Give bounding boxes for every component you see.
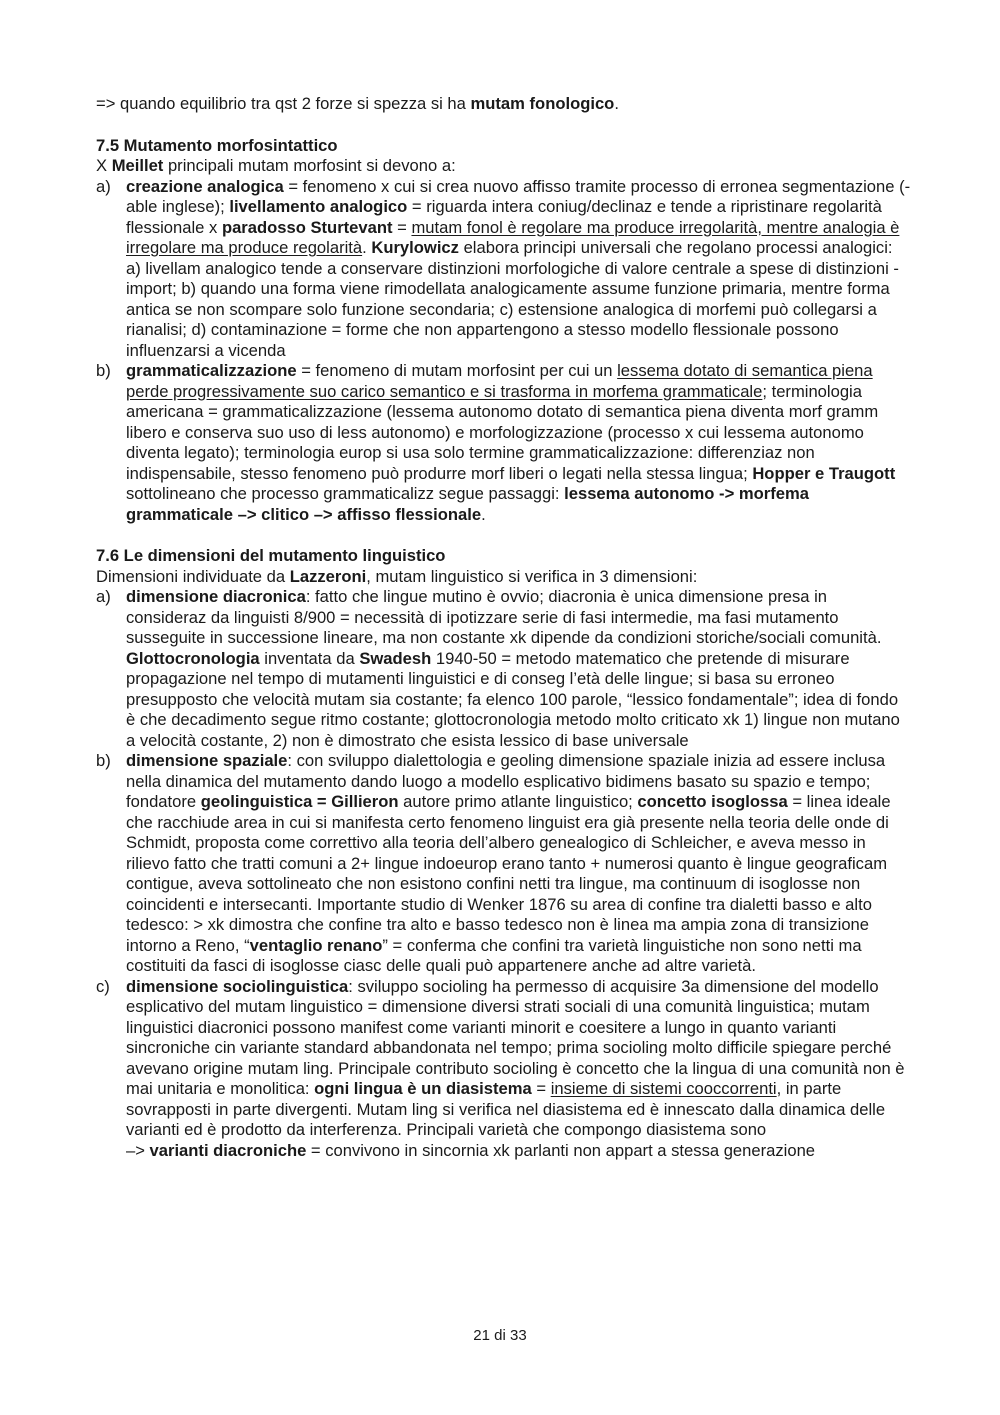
intro-bold-term: mutam fonologico: [470, 94, 615, 113]
text: autore primo atlante linguistico;: [398, 792, 638, 811]
text: : fatto che lingue mutino è ovvio; diacronia è unica dimensione presa in consideraz da linguisti 8/900 = necessità di ipotizzare serie di fasi intermedie, ma fasi mutamento susseguite in successione lineare, ma non costante xk dipende da condizioni storiche/sociali comunità.: [126, 587, 882, 647]
section-heading-7-5: 7.5 Mutamento morfosintattico: [96, 135, 338, 155]
lead-name: Lazzeroni: [289, 566, 367, 586]
document-page: [96, 94, 911, 1161]
intro-line: [96, 94, 911, 115]
term: Kurylowicz: [371, 238, 459, 257]
term: Swadesh: [359, 648, 432, 668]
term: concetto isoglossa: [637, 792, 788, 811]
term: dimensione spaziale: [126, 751, 288, 770]
intro-text: => quando equilibrio tra qst 2 forze si spezza si ha: [96, 94, 471, 113]
list-marker: c): [96, 976, 110, 996]
text: : con sviluppo dialettologia e geoling dimensione spaziale inizia ad essere inclusa nella dinamica del mutamento dando luogo a modello esplicativo bidimens basato su spazio e tempo; fondatore: [126, 751, 886, 811]
page-number: 21 di 33: [473, 1327, 527, 1344]
section-heading-7-6: 7.6 Le dimensioni del mutamento linguistico: [96, 546, 446, 565]
list-item-text: [126, 361, 911, 525]
sub-item-varianti-diacroniche: [96, 1141, 911, 1162]
text: .: [362, 238, 372, 257]
section-lead-7-5: [96, 156, 911, 177]
term: varianti diacroniche: [149, 1140, 307, 1160]
list-item-7-5-b: [96, 361, 911, 525]
text: : sviluppo socioling ha permesso di acquisire 3a dimensione del modello esplicativo del mutam linguistico = dimensione diversi strati sociali di una comunità linguistica; mutam linguistici diacronici possono manifest come varianti minorit e coesitere a lungo in quanto varianti sincroniche cin variante standard abbandonata nel tempo; prima socioling molto difficile spiegare perché avevano origine mutam ling. Principale contributo socioling è concetto che la lingua di una comunità non è mai unitaria e monolitica:: [126, 976, 905, 1098]
lead-text: Dimensioni individuate da: [96, 566, 290, 586]
term: grammaticalizzazione: [126, 361, 297, 380]
text: ” = conferma che confini tra varietà linguistiche non sono netti ma costituiti da fasci di isoglosse ciasc delle quali può appartenere anche ad altre varietà.: [126, 935, 862, 975]
term: Hopper e Traugott: [752, 463, 896, 483]
list-item-text: [126, 751, 911, 977]
term: lessema autonomo -> morfema grammaticale –> clitico –> affisso flessionale: [126, 484, 809, 524]
list-item-text: [126, 977, 911, 1141]
text: = linea ideale che racchiude area in cui si manifesta certo fenomeno linguist era già presente nella teoria delle onde di Schmidt, proposta come correttivo alla teoria dell’albero genealogico di Schleicher, e aveva messo in rilievo fatto che tratti comuni a 2+ lingue indoeurop erano tanto + numerosi quanto è lingue geograficam contigue, aveva sottolineato che non esistono confini netti tra lingue, ma continuum di isoglosse non coincidenti e intersecanti. Importante studio di Wenker 1876 su area di confine tra dialetti basso e alto tedesco: > xk dimostra che confine tra alto e basso tedesco non è linea ma ampia zona di transizione intorno a Reno, “: [126, 792, 891, 955]
term: dimensione diacronica: [126, 587, 306, 606]
text: elabora principi universali che regolano processi analogici: a) livellam analogico tende a conservare distinzioni morfologiche di valore centrale a spese di distinzioni - import; b) quando una forma viene rimodellata analogicamente assume funzione primaria, mentre forma antica se non scompare solo funzione secondaria; c) estensione analogica di morfemi può collegarsi a rianalisi; d) contaminazione = forme che non appartengono a stesso modello flessionale possono influenzarsi a vicenda: [126, 238, 899, 360]
lead-name: Meillet: [111, 156, 164, 175]
term: dimensione sociolinguistica: [126, 976, 349, 996]
text: .: [481, 504, 486, 524]
section-lead-7-6: [96, 567, 911, 588]
list-item-7-6-c: [96, 977, 911, 1141]
text: ; terminologia americana = grammaticalizzazione (lessema autonomo dotato di semantica piena diventa morf gramm libero e conserva suo uso di less autonomo) e morfologizzazione (processo x cui lessema autonomo diventa legato); terminologia europ si usa solo termine grammaticalizzazione: differenziaz non indispensabile, stesso fenomeno può produrre morf liberi o legati nella stessa lingua;: [126, 381, 879, 483]
text: inventata da: [259, 648, 360, 668]
lead-text: principali mutam morfosint si devono a:: [163, 156, 456, 175]
term: ventaglio renano: [249, 935, 383, 955]
term: Glottocronologia: [126, 648, 260, 668]
list-item-text: [126, 587, 911, 751]
term: creazione analogica: [126, 176, 284, 196]
text: = convivono in sincornia xk parlanti non appart a stessa generazione: [306, 1140, 816, 1160]
text: = riguarda intera coniug/declinaz e tende a ripristinare regolarità flessionale x: [126, 197, 882, 237]
arrow-text: –>: [126, 1140, 150, 1160]
text: , in parte sovrapposti in parte divergenti. Mutam ling si verifica nel diasistema ed è innescato dalla dinamica delle varianti ed è prodotto da interferenza. Principali varietà che compongo diasistema sono: [126, 1079, 886, 1139]
list-marker: b): [96, 751, 111, 770]
list-marker: a): [96, 176, 111, 196]
underlined-text: insieme di sistemi cooccorrenti: [550, 1079, 777, 1098]
intro-suffix: .: [614, 94, 619, 113]
list-item-7-6-b: [96, 751, 911, 977]
list-item-7-5-a: [96, 177, 911, 362]
lead-text: , mutam linguistico si verifica in 3 dimensioni:: [366, 566, 698, 586]
term: livellamento analogico: [229, 197, 408, 216]
underlined-text: mutam fonol è regolare ma produce irregolarità, mentre analogia è irregolare ma produce regolarità: [126, 217, 900, 257]
text: =: [392, 217, 412, 237]
term: ogni lingua è un diasistema: [314, 1079, 532, 1098]
text: 1940-50 = metodo matematico che pretende di misurare propagazione nel tempo di mutamenti linguistici e di conseg l’età delle lingue; si basa su erroneo presupposto che velocità mutam sia costante; fa elenco 100 parole, “lessico fondamentale”; idea di fondo è che decadimento segue ritmo costante; glottocronologia metodo molto criticato xk 1) lingue non mutano a velocità costante, 2) non è dimostrato che esista lessico di base universale: [126, 648, 900, 750]
term: paradosso Sturtevant: [221, 217, 393, 237]
list-marker: b): [96, 361, 111, 380]
list-item-text: [126, 177, 911, 362]
text: = fenomeno x cui si crea nuovo affisso tramite processo di erronea segmentazione (-able inglese);: [126, 176, 911, 216]
text: sottolineano che processo grammaticalizz segue passaggi:: [126, 484, 565, 503]
text: = fenomeno di mutam morfosint per cui un: [296, 361, 618, 380]
underlined-text: lessema dotato di semantica piena perde progressivamente suo carico semantico e si trasforma in morfema grammaticale: [126, 361, 873, 401]
text: =: [531, 1079, 551, 1098]
lead-text: X: [96, 156, 112, 175]
list-marker: a): [96, 587, 111, 606]
term: geolinguistica = Gillieron: [200, 792, 399, 811]
list-item-7-6-a: [96, 587, 911, 751]
